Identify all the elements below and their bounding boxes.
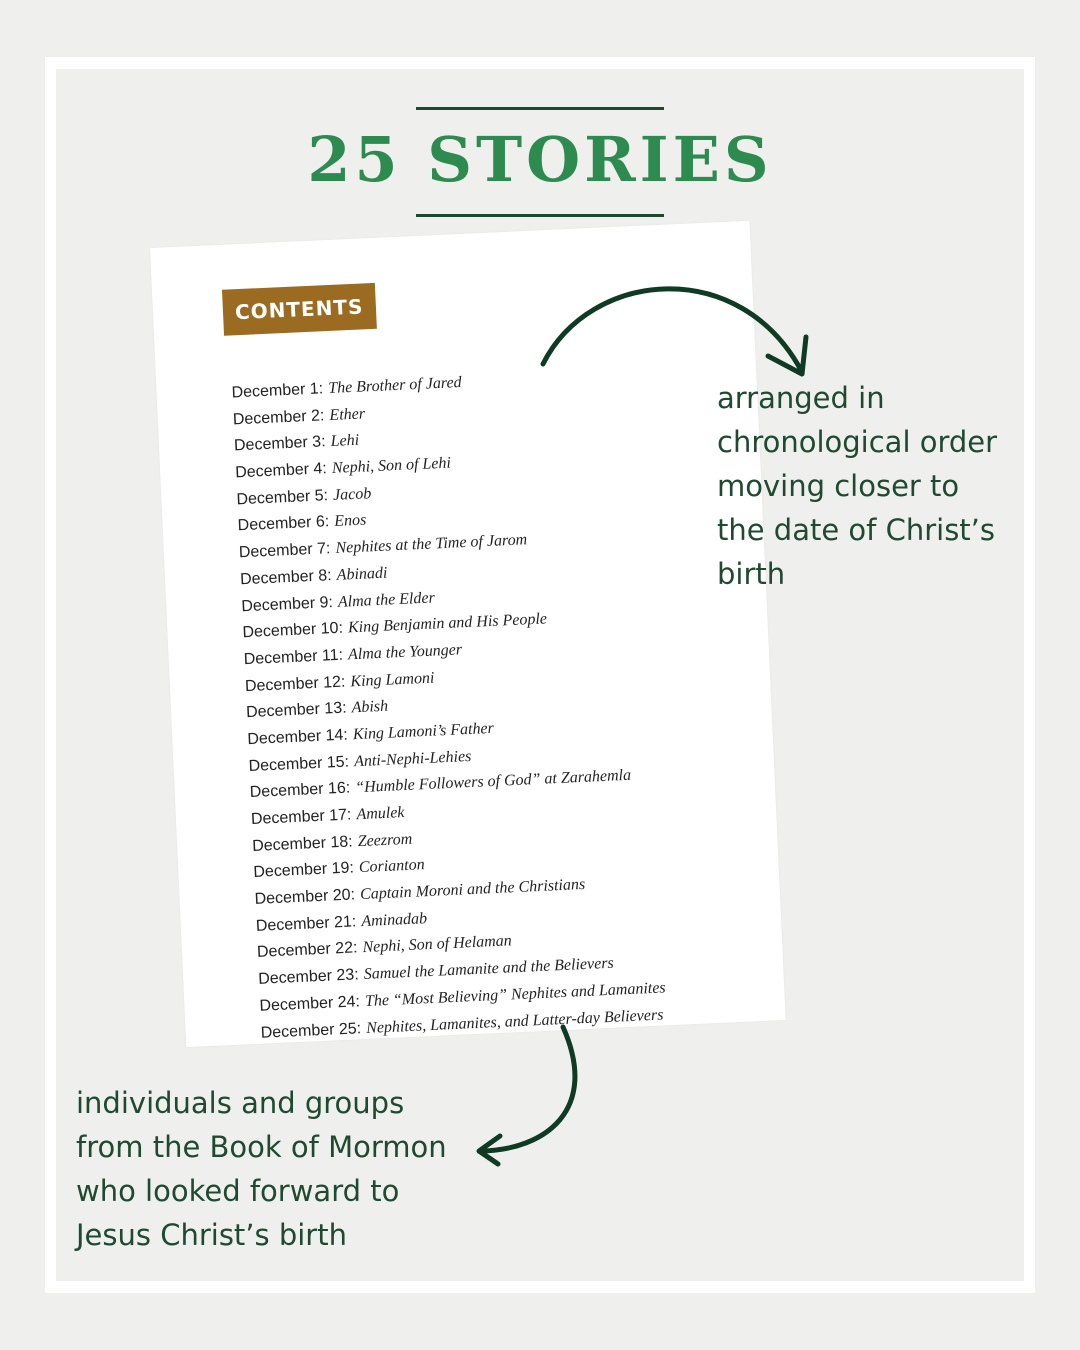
- arrow-top-head: [768, 337, 806, 374]
- entry-story-title: Amulek: [356, 804, 405, 824]
- entry-story-title: Abinadi: [336, 564, 388, 584]
- entry-date: December 3:: [233, 433, 326, 455]
- entry-story-title: Nephites, Lamanites, and Latter-day Believers: [365, 1006, 664, 1037]
- note-right-line: arranged in: [717, 381, 885, 415]
- entry-date: December 6:: [237, 513, 330, 535]
- entry-story-title: King Lamoni’s Father: [352, 719, 495, 744]
- entry-date: December 17:: [250, 806, 352, 828]
- entry-date: December 21:: [255, 913, 357, 935]
- entry-date: December 14:: [247, 726, 349, 749]
- entry-date: December 1:: [231, 380, 324, 402]
- note-right-line: birth: [717, 557, 786, 591]
- entry-date: December 23:: [257, 966, 360, 988]
- entry-story-title: Captain Moroni and the Christians: [359, 875, 586, 904]
- entry-story-title: Nephites at the Time of Jarom: [335, 531, 528, 558]
- entry-story-title: Corianton: [358, 856, 426, 877]
- entry-story-title: Abish: [351, 697, 389, 717]
- entry-story-title: The Brother of Jared: [327, 374, 462, 398]
- arrow-top-curve: [543, 289, 802, 372]
- entry-date: December 16:: [249, 779, 351, 802]
- entry-story-title: King Lamoni: [350, 669, 435, 690]
- entry-date: December 20:: [254, 886, 356, 908]
- entry-story-title: The “Most Believing” Nephites and Lamanites: [364, 979, 666, 1010]
- note-right-line: chronological order: [717, 425, 998, 459]
- entry-story-title: Lehi: [330, 432, 360, 451]
- note-chronological-order: [717, 376, 1057, 596]
- note-left-line: individuals and groups: [76, 1086, 405, 1120]
- entry-story-title: Enos: [333, 511, 367, 531]
- entry-date: December 15:: [248, 753, 350, 775]
- entry-date: December 11:: [243, 646, 344, 669]
- entry-date: December 24:: [259, 993, 361, 1015]
- entry-date: December 25:: [260, 1019, 362, 1042]
- note-right-line: moving closer to: [717, 469, 960, 503]
- entry-date: December 5:: [236, 486, 329, 509]
- entry-date: December 10:: [242, 619, 344, 642]
- entry-story-title: Alma the Elder: [337, 588, 436, 611]
- entry-story-title: Alma the Younger: [347, 641, 463, 664]
- entry-story-title: King Benjamin and His People: [347, 610, 548, 637]
- note-book-of-mormon: [76, 1081, 496, 1257]
- entry-story-title: Samuel the Lamanite and the Believers: [363, 954, 615, 984]
- entry-date: December 9:: [240, 593, 334, 615]
- entry-date: December 13:: [245, 699, 347, 722]
- entry-date: December 7:: [238, 540, 331, 562]
- entry-story-title: Aminadab: [360, 909, 428, 930]
- entry-date: December 2:: [232, 406, 325, 429]
- note-left-line: Jesus Christ’s birth: [76, 1218, 347, 1252]
- entry-story-title: “Humble Followers of God” at Zarahemla: [354, 767, 632, 797]
- entry-story-title: Ether: [329, 405, 366, 424]
- entry-story-title: Anti-Nephi-Lehies: [353, 747, 472, 770]
- entry-date: December 4:: [234, 460, 328, 482]
- contents-badge: CONTENTS: [222, 283, 376, 336]
- page-title: 25 STORIES: [307, 123, 773, 196]
- entry-date: December 8:: [239, 566, 333, 589]
- entry-story-title: Nephi, Son of Lehi: [331, 454, 452, 478]
- note-left-line: from the Book of Mormon: [76, 1130, 447, 1164]
- entry-date: December 19:: [253, 859, 355, 882]
- entry-story-title: Nephi, Son of Helaman: [362, 932, 513, 957]
- entry-story-title: Jacob: [332, 484, 372, 504]
- entry-date: December 22:: [256, 939, 358, 962]
- note-right-line: the date of Christ’s: [717, 513, 996, 547]
- note-left-line: who looked forward to: [76, 1174, 400, 1208]
- entry-story-title: Zeezrom: [357, 830, 413, 850]
- entry-date: December 12:: [244, 673, 346, 695]
- entry-date: December 18:: [251, 833, 354, 855]
